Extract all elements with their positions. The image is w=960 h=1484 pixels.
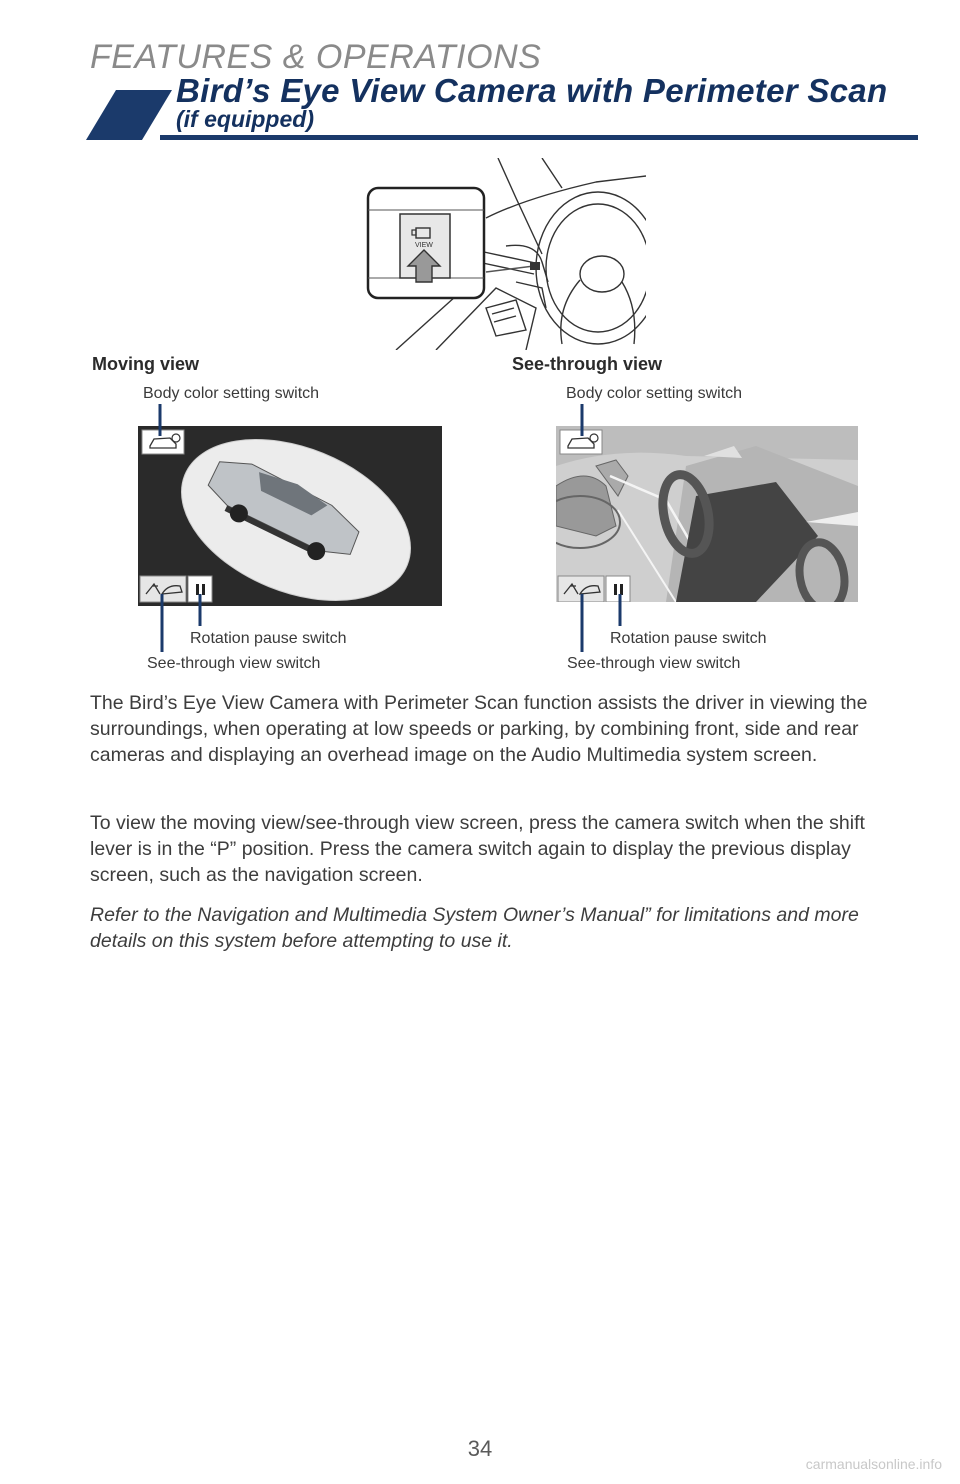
moving-view-label: Moving view — [92, 354, 200, 374]
moving-body-color-callout: Body color setting switch — [143, 385, 320, 402]
seethrough-see-through-callout: See-through view switch — [567, 655, 741, 672]
page-title: Bird’s Eye View Camera with Perimeter Scan — [176, 72, 888, 109]
see-through-view-label: See-through view — [512, 354, 663, 374]
callout-leaders — [0, 0, 960, 700]
moving-rotation-pause-callout: Rotation pause switch — [190, 630, 347, 647]
seethrough-body-color-callout: Body color setting switch — [566, 385, 743, 402]
page-number: 34 — [467, 1436, 493, 1461]
page-subtitle: (if equipped) — [176, 106, 314, 132]
body-paragraph-2: To view the moving view/see-through view screen, press the camera switch when the shift lever is in the “P” position. Press the camera switch again to display the previous display screen, such as the navigation screen. — [90, 812, 865, 886]
watermark: carmanualsonline.info — [805, 1456, 942, 1472]
moving-see-through-callout: See-through view switch — [147, 655, 321, 672]
body-paragraph-3: Refer to the Navigation and Multimedia System Owner’s Manual” for limitations and more details on this system before attempting to use it. — [90, 904, 859, 952]
seethrough-rotation-pause-callout: Rotation pause switch — [610, 630, 767, 647]
body-paragraph-1: The Bird’s Eye View Camera with Perimeter Scan function assists the driver in viewing the surroundings, when operating at low speeds or parking, by combining front, side and rear cameras and displaying an overhead image on the Audio Multimedia system screen. — [90, 692, 868, 766]
section-heading: FEATURES & OPERATIONS — [90, 38, 542, 76]
switch-label: VIEW — [415, 242, 433, 249]
